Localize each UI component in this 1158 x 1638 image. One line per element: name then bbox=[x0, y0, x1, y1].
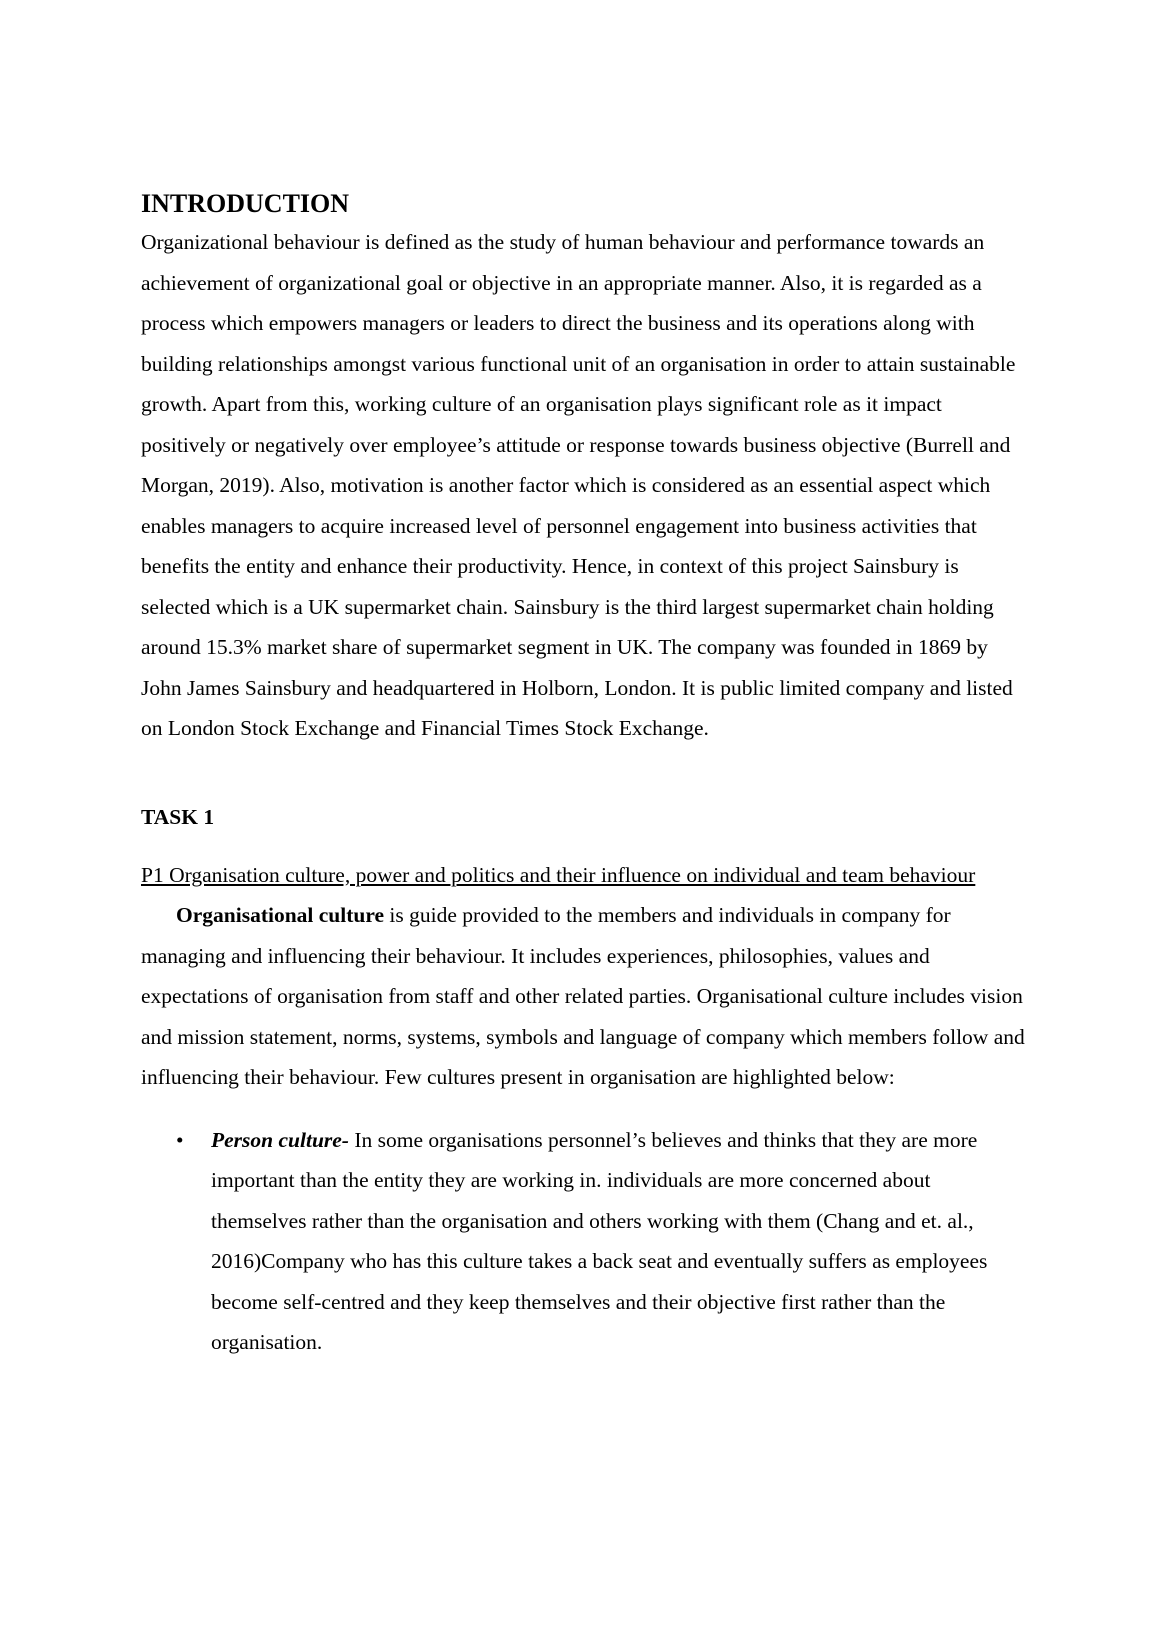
culture-list bbox=[141, 1120, 1031, 1363]
task1-subheading: P1 Organisation culture, power and politics and their influence on individual and team behaviour bbox=[141, 862, 976, 887]
person-culture-term: Person culture- bbox=[211, 1127, 349, 1152]
list-item bbox=[141, 1120, 1031, 1363]
culture-term: Organisational culture bbox=[176, 903, 385, 927]
page-content bbox=[141, 186, 1031, 1363]
task1-title: TASK 1 bbox=[141, 804, 215, 829]
introduction-paragraph: Organizational behaviour is defined as the study of human behaviour and performance towards an achievement of organizational goal or objective in an appropriate manner. Also, it is regarded as a process which empowers managers or leaders to direct the business and its operations along with building relationships amongst various functional unit of an organisation in order to attain sustainable growth. Apart from this, working culture of an organisation plays significant role as it impact positively or negatively over employee’s attitude or response towards business objective (Burrell and Morgan, 2019). Also, motivation is another factor which is considered as an essential aspect which enables managers to acquire increased level of personnel engagement into business activities that benefits the entity and enhance their productivity. Hence, in context of this project Sainsbury is selected which is a UK supermarket chain. Sainsbury is the third largest supermarket chain holding around 15.3% market share of supermarket segment in UK. The company was founded in 1869 by John James Sainsbury and headquartered in Holborn, London. It is public limited company and listed on London Stock Exchange and Financial Times Stock Exchange. bbox=[141, 230, 1016, 740]
person-culture-text: In some organisations personnel’s believes and thinks that they are more important than the entity they are working in. individuals are more concerned about themselves rather than the organisation and others working with them (Chang and et. al., 2016)Company who has this culture takes a back seat and eventually suffers as employees become self-centred and they keep themselves and their objective first rather than the organisation. bbox=[211, 1127, 988, 1354]
bullet-icon: • bbox=[176, 1127, 184, 1152]
culture-text: is guide provided to the members and individuals in company for managing and influencing their behaviour. It includes experiences, philosophies, values and expectations of organisation from staff and other related parties. Organisational culture includes vision and mission statement, norms, systems, symbols and language of company which members follow and influencing their behaviour. Few cultures present in organisation are highlighted below: bbox=[141, 903, 1025, 1089]
introduction-heading: INTRODUCTION bbox=[141, 189, 350, 218]
culture-paragraph bbox=[141, 895, 1031, 1098]
